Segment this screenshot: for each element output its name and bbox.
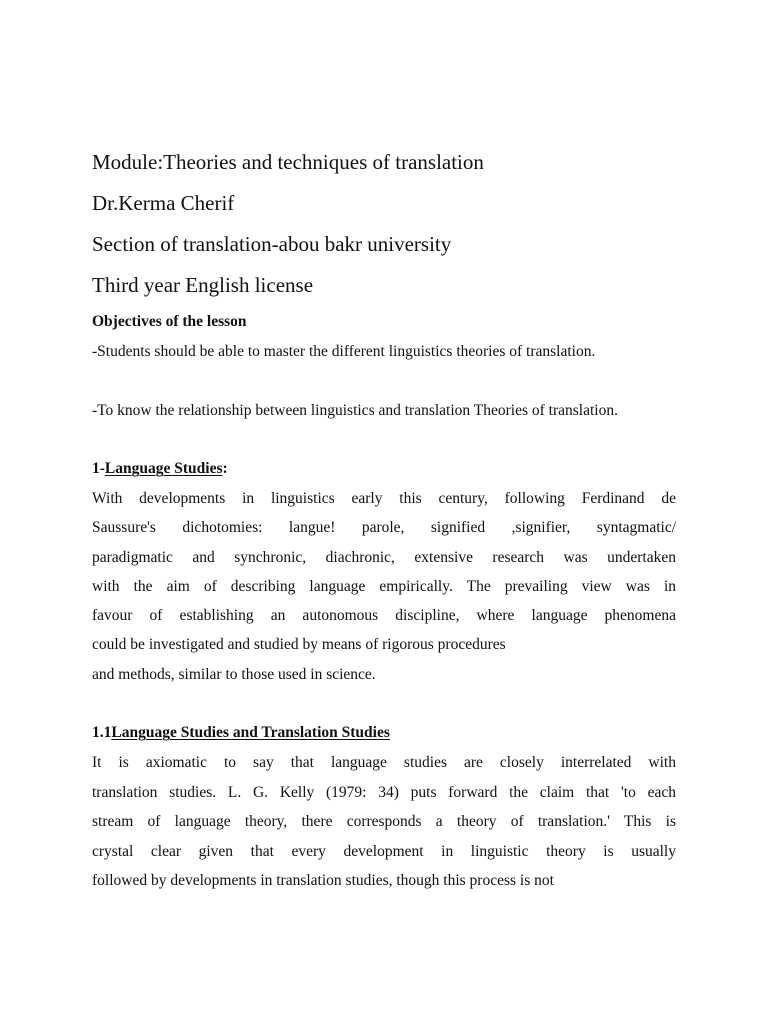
objective-text-2: -To know the relationship between linguistics and translation Theories of translation. [92,402,618,419]
module-title: Module:Theories and techniques of translation [92,150,484,174]
objectives-heading: Objectives of the lesson [92,313,247,330]
course-level: Third year English license [92,273,314,297]
section-1-1-title: Language Studies and Translation Studies [111,724,390,741]
section-1-title: Language Studies [104,460,223,477]
paragraph-line: crystal clear given that every development in linguistic theory is usually [92,842,676,860]
paragraph-line: paradigmatic and synchronic, diachronic, extensive research was undertaken [92,548,676,566]
paragraph-line: With developments in linguistics early this century, following Ferdinand de [92,490,676,507]
paragraph-line: favour of establishing an autonomous discipline, where language phenomena [92,607,676,625]
paragraph-line: with the aim of describing language empirically. The prevailing view was in [92,577,676,595]
section-affiliation: Section of translation-abou bakr university [92,232,452,256]
paragraph-line: followed by developments in translation studies, though this process is not [92,872,554,889]
section-1-heading [92,459,228,479]
section-1-1-number: 1.1 [92,724,112,741]
paragraph-line: and methods, similar to those used in science. [92,665,376,683]
paragraph-line: It is axiomatic to say that language studies are closely interrelated with [92,754,676,771]
objective-item-1 [92,337,676,366]
section-1-number: 1- [92,460,105,477]
objective-item-2 [92,396,676,425]
paragraph-line: translation studies. L. G. Kelly (1979: 34) puts forward the claim that 'to each [92,783,676,801]
paragraph-line: Saussure's dichotomies: langue! parole, signified ,signifier, syntagmatic/ [92,519,676,537]
section-1-paragraph [92,484,676,689]
section-1-colon: : [222,460,228,477]
author-name: Dr.Kerma Cherif [92,191,235,215]
paragraph-line: stream of language theory, there corresponds a theory of translation.' This is [92,813,676,830]
objective-text-1: -Students should be able to master the different linguistics theories of translation. [92,343,596,360]
section-1-1-paragraph [92,748,676,896]
paragraph-line: could be investigated and studied by means of rigorous procedures [92,636,506,654]
section-1-1-heading [92,723,390,743]
